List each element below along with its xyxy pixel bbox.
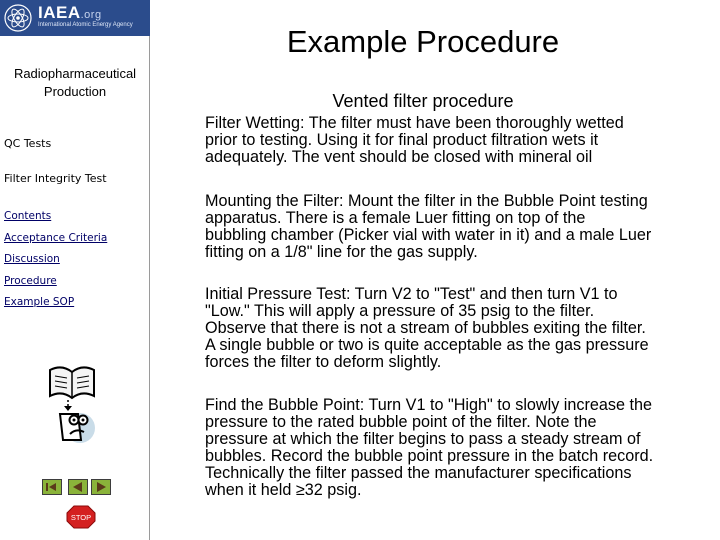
section-title [0, 65, 150, 101]
paragraph-line: forces the filter to deform slightly. [205, 353, 442, 371]
paragraph-find-bubble-point [205, 397, 653, 499]
previous-arrow-icon [69, 480, 87, 494]
paragraph-line: pressure at which the filter begins to pass a steady stream of [205, 430, 641, 448]
current-topic-label: Filter Integrity Test [4, 172, 107, 185]
paragraph-filter-wetting [205, 115, 624, 166]
paragraph-line: fitting on a 1/8" line for the gas supply. [205, 243, 478, 261]
previous-slide-button[interactable] [68, 479, 88, 495]
atom-emblem-icon [4, 4, 32, 32]
first-arrow-icon [43, 480, 61, 494]
paragraph-line: A single bubble or two is quite acceptable as the gas pressure [205, 336, 649, 354]
paragraph-line: Find the Bubble Point: Turn V1 to "High" to slowly increase the [205, 396, 652, 414]
logo-name: IAEA [38, 3, 81, 22]
section-title-line2: Production [43, 84, 107, 99]
book-reader-icon [46, 362, 98, 444]
logo-org: .org [80, 9, 102, 21]
qc-tests-label: QC Tests [4, 137, 52, 150]
nav-link-acceptance-criteria[interactable]: Acceptance Criteria [4, 232, 108, 244]
iaea-logo [0, 0, 150, 36]
nav-link-procedure[interactable]: Procedure [4, 275, 57, 287]
paragraph-initial-pressure-test [205, 286, 649, 371]
paragraph-line: adequately. The vent should be closed with mineral oil [205, 148, 593, 166]
nav-link-example-sop[interactable]: Example SOP [4, 296, 75, 308]
logo-wordmark [38, 3, 102, 23]
paragraph-line: "Low." This will apply a pressure of 35 psig to the filter. [205, 302, 595, 320]
paragraph-line: apparatus. There is a female Luer fitting on top of the [205, 209, 586, 227]
next-slide-button[interactable] [91, 479, 111, 495]
paragraph-line: bubbles. Record the bubble point pressure in the batch record. [205, 447, 654, 465]
paragraph-line: Mounting the Filter: Mount the filter in the Bubble Point testing [205, 192, 648, 210]
nav-link-discussion[interactable]: Discussion [4, 253, 60, 265]
stop-button[interactable] [66, 505, 96, 529]
page-title: Example Procedure [286, 24, 560, 59]
paragraph-line: prior to testing. Using it for final product filtration wets it [205, 131, 599, 149]
section-title-line1: Radiopharmaceutical [13, 66, 137, 81]
next-arrow-icon [92, 480, 110, 494]
paragraph-line: Technically the filter passed the manufacturer specifications [205, 464, 632, 482]
sidebar [0, 0, 150, 540]
paragraph-line: Observe that there is not a stream of bubbles exiting the filter. [205, 319, 646, 337]
paragraph-mounting-filter [205, 193, 651, 261]
paragraph-line: when it held ≥32 psig. [205, 481, 362, 499]
logo-subtitle: International Atomic Energy Agency [38, 22, 133, 28]
stop-label: STOP [70, 513, 92, 522]
nav-link-contents[interactable]: Contents [4, 210, 52, 222]
paragraph-line: bubbling chamber (Picker vial with water in it) and a male Luer [205, 226, 652, 244]
paragraph-line: Initial Pressure Test: Turn V2 to "Test" and then turn V1 to [205, 285, 618, 303]
page-subtitle: Vented filter procedure [332, 91, 514, 111]
paragraph-line: Filter Wetting: The filter must have been thoroughly wetted [205, 114, 624, 132]
paragraph-line: pressure to the rated bubble point of the filter. Note the [205, 413, 597, 431]
first-slide-button[interactable] [42, 479, 62, 495]
